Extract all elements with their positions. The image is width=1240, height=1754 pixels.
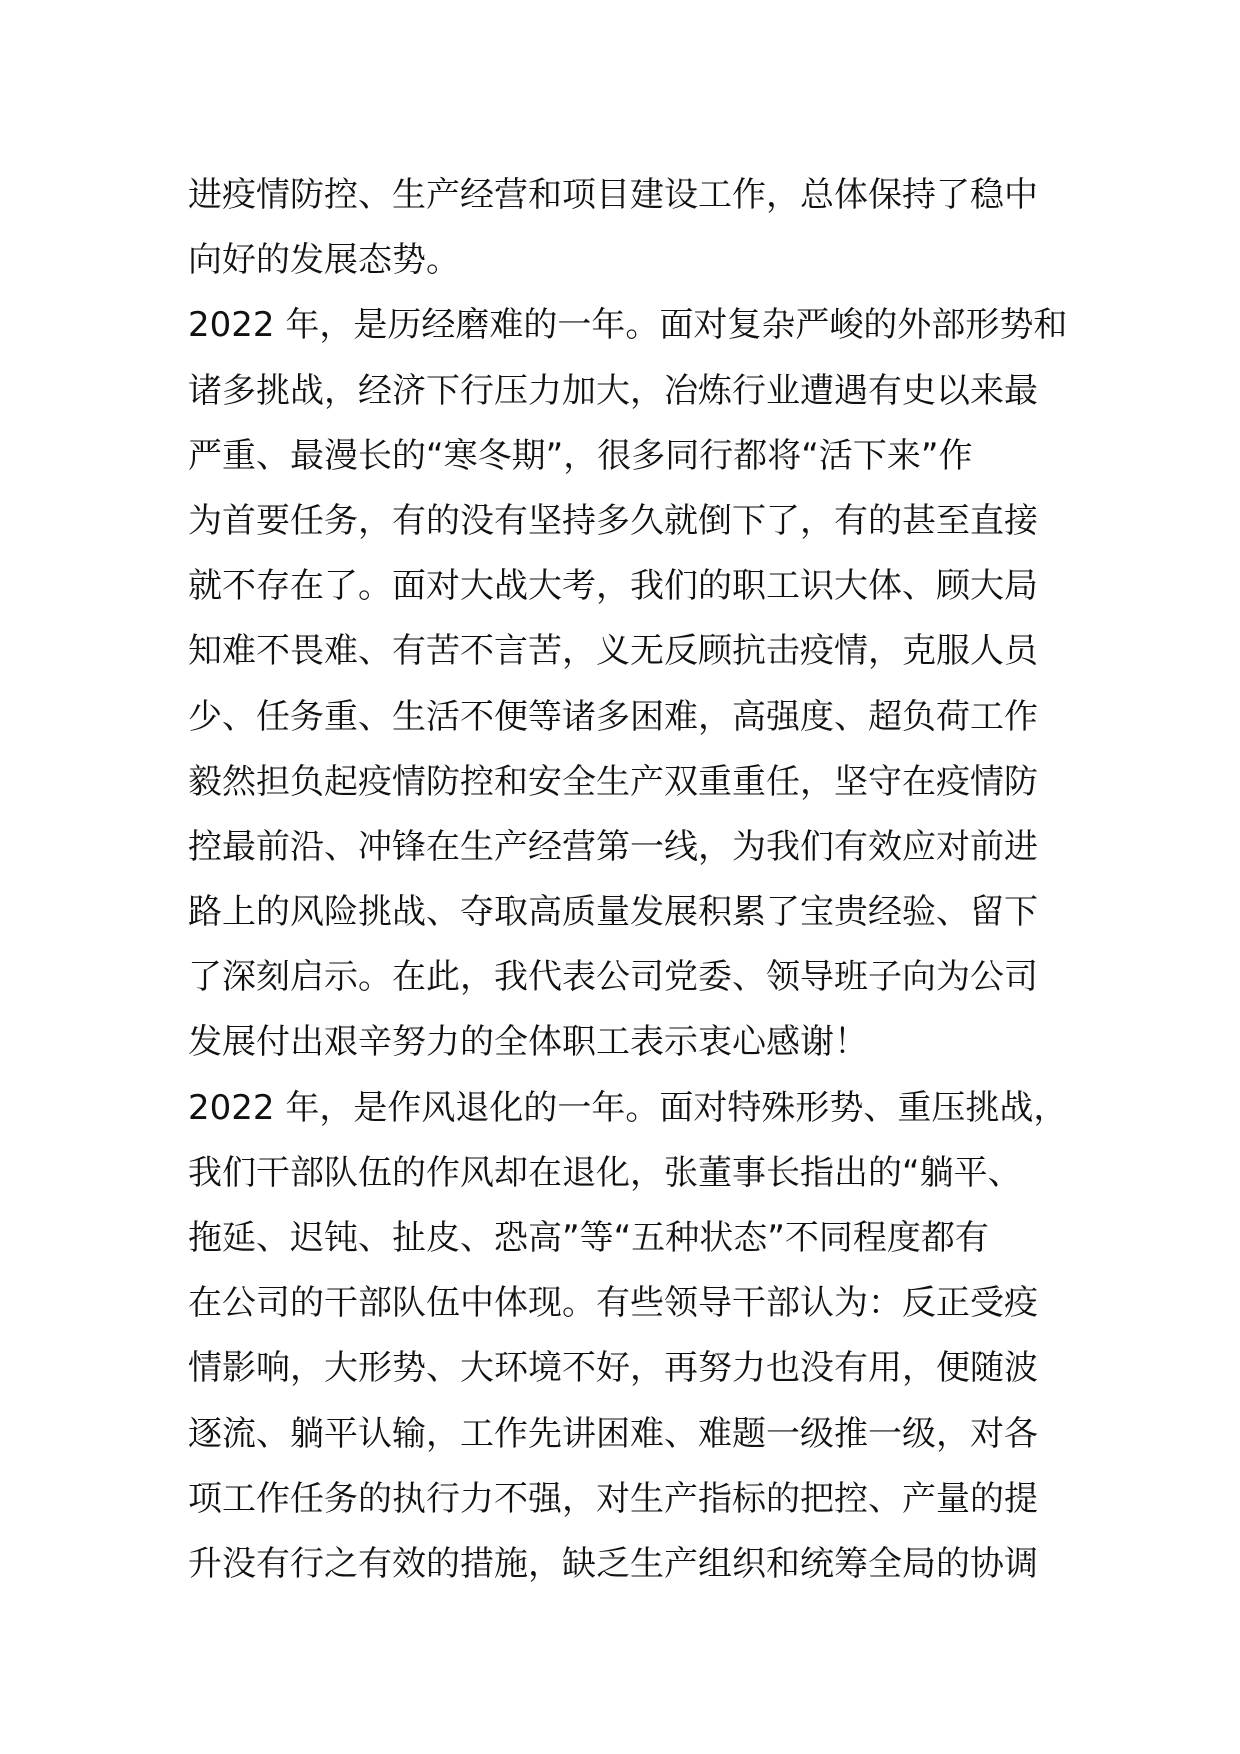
- text-line: 知难不畏难、有苦不言苦，义无反顾抗击疫情，克服人员: [188, 631, 1038, 672]
- text-line: 项工作任务的执行力不强，对生产指标的把控、产量的提: [188, 1478, 1038, 1519]
- body-text: [188, 163, 1068, 1597]
- text-line: 向好的发展态势。: [188, 240, 460, 281]
- text-line: 在公司的干部队伍中体现。有些领导干部认为：反正受疫: [188, 1283, 1038, 1324]
- text-line: 情影响，大形势、大环境不好，再努力也没有用，便随波: [188, 1348, 1038, 1389]
- text-line: 我们干部队伍的作风却在退化，张董事长指出的“躺平、: [188, 1152, 1022, 1193]
- text-line: 发展付出艰辛努力的全体职工表示衷心感谢！: [188, 1022, 868, 1063]
- text-line: 2022 年，是作风退化的一年。面对特殊形势、重压挑战，: [188, 1087, 1068, 1128]
- text-line: 毅然担负起疫情防控和安全生产双重重任，坚守在疫情防: [188, 761, 1038, 802]
- text-line: 严重、最漫长的“寒冬期”，很多同行都将“活下来”作: [188, 435, 973, 476]
- text-line: 2022 年，是历经磨难的一年。面对复杂严峻的外部形势和: [188, 305, 1068, 346]
- text-line: 控最前沿、冲锋在生产经营第一线，为我们有效应对前进: [188, 826, 1038, 867]
- text-line: 进疫情防控、生产经营和项目建设工作，总体保持了稳中: [188, 175, 1038, 215]
- text-line: 少、任务重、生活不便等诸多困难，高强度、超负荷工作: [188, 696, 1038, 737]
- text-line: 诸多挑战，经济下行压力加大，冶炼行业遭遇有史以来最: [188, 370, 1038, 411]
- text-line: 逐流、躺平认输，工作先讲困难、难题一级推一级，对各: [188, 1413, 1038, 1454]
- text-line: 升没有行之有效的措施，缺乏生产组织和统筹全局的协调: [188, 1543, 1038, 1584]
- text-line: 路上的风险挑战、夺取高质量发展积累了宝贵经验、留下: [188, 892, 1038, 933]
- text-line: 就不存在了。面对大战大考，我们的职工识大体、顾大局: [188, 566, 1038, 607]
- text-line: 了深刻启示。在此，我代表公司党委、领导班子向为公司: [188, 957, 1038, 998]
- text-line: 拖延、迟钝、扯皮、恐高”等“五种状态”不同程度都有: [188, 1218, 989, 1258]
- text-line: 为首要任务，有的没有坚持多久就倒下了，有的甚至直接: [188, 500, 1038, 541]
